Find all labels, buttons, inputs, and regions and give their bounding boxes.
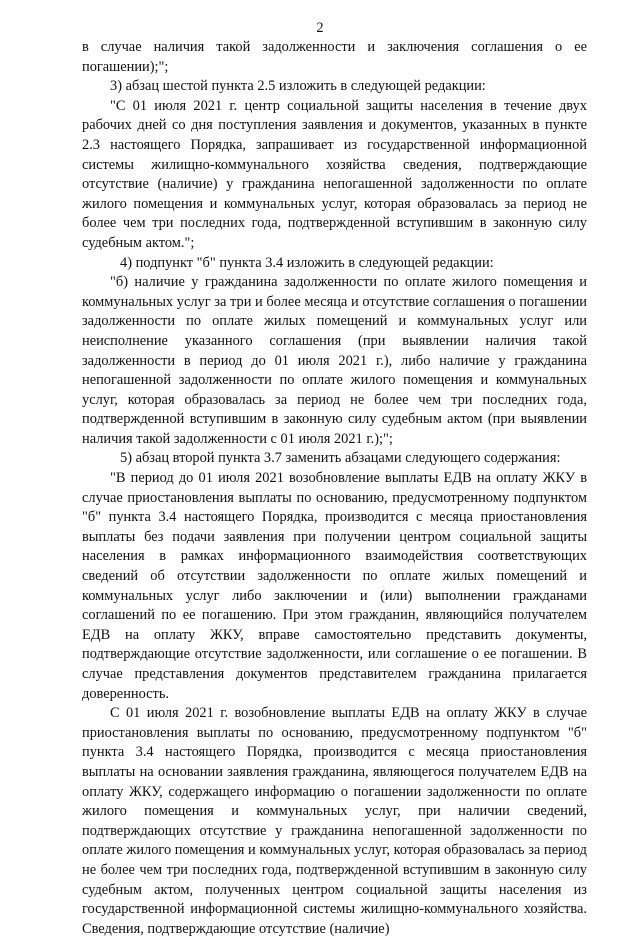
page-number: 2 [316, 20, 324, 36]
paragraph-item-3: 3) абзац шестой пункта 2.5 изложить в следующей редакции: [110, 78, 486, 95]
document-body [82, 38, 587, 939]
paragraph-continuation: в случае наличия такой задолженности и заключения соглашения о ее погашении);"; [82, 39, 587, 75]
paragraph-item-4: 4) подпункт "б" пункта 3.4 изложить в следующей редакции: [120, 254, 494, 271]
paragraph-quote-3-7-second: С 01 июля 2021 г. возобновление выплаты ЕДВ на оплату ЖКУ в случае приостановления выплаты по основанию, предусмотренному подпунктом "б" пункта 3.4 настоящего Порядка, производится с месяца приостановления выплаты на основании заявления гражданина, являющегося получателем ЕДВ на оплату ЖКУ, содержащего информацию о погашении задолженности по оплате жилого помещения и коммунальных услуг, при наличии сведений, подтверждающих отсутствие у гражданина непогашенной задолженности по оплате жилого помещения и коммунальных услуг, которая образовалась за период не более чем три последних года, подтвержденной вступившим в законную силу судебным актом, полученных центром социальной защиты населения из государственной информационной системы жилищно-коммунального хозяйства. Сведения, подтверждающие отсутствие (наличие) [82, 705, 587, 937]
paragraph-quote-3-7-first: "В период до 01 июля 2021 возобновление выплаты ЕДВ на оплату ЖКУ в случае приостановления выплаты по основанию, предусмотренному подпунктом "б" пункта 3.4 настоящего Порядка, производится с месяца приостановления выплаты без подачи заявления при получении центром социальной защиты населения в рамках информационного взаимодействия соответствующих сведений об отсутствии задолженности по оплате жилых помещений и коммунальных услуг либо заключении и (или) выполнении гражданами соглашений по ее погашению. При этом гражданин, являющийся получателем ЕДВ на оплату ЖКУ, вправе самостоятельно представить документы, подтверждающие отсутствие задолженности, или соглашение о ее погашении. В случае представления документов представителем гражданина прилагается доверенность. [82, 470, 587, 702]
paragraph-quote-3-4b: "б) наличие у гражданина задолженности по оплате жилого помещения и коммунальных услуг за три и более месяца и отсутствие соглашения о погашении задолженности по оплате жилых помещений и коммунальных услуг или неисполнение указанного соглашения (при выявлении наличия такой задолженности в период до 01 июля 2021 г.), либо наличие у гражданина непогашенной задолженности по оплате жилого помещения и коммунальных услуг, которая образовалась за период не более чем три последних года, подтвержденной вступившим в законную силу судебным актом (при выявлении наличия такой задолженности с 01 июля 2021 г.);"; [82, 274, 587, 447]
paragraph-item-5: 5) абзац второй пункта 3.7 заменить абзацами следующего содержания: [120, 450, 561, 467]
paragraph-quote-2-5: "С 01 июля 2021 г. центр социальной защиты населения в течение двух рабочих дней со дня поступления заявления и документов, указанных в пункте 2.3 настоящего Порядка, запрашивает из государственной информационной системы жилищно-коммунального хозяйства сведения, подтверждающие отсутствие (наличие) у гражданина непогашенной задолженности по оплате жилого помещения и коммунальных услуг, которая образовалась за период не более чем три последних года, подтвержденной вступившим в законную силу судебным актом."; [82, 97, 587, 251]
